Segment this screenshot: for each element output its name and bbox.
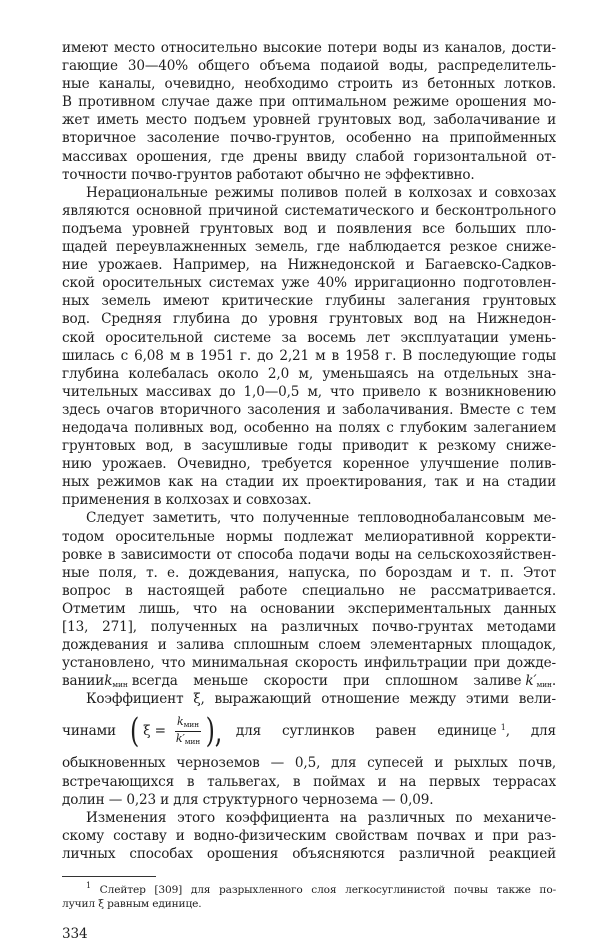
text-line: В противном случае даже при оптимальном режиме орошения мо- [62,94,556,111]
text-line: ные каналы, очевидно, необходимо строить из бетонных лотков. [62,76,556,93]
text-line: [13, 271], полученных на различных почво-грунтах методами [62,619,556,635]
text-line: личных способах орошения объясняются различной реакцией [62,845,556,862]
text-line: установлено, что минимальная скорость инфильтрации при дожде- [62,655,556,672]
text-fragment: всегда меньше скорости при сплошном заливе [131,673,522,690]
fraction [174,715,202,748]
text-fragment: чинами [62,723,116,740]
footnote-line: $^1$ Слейтер [309] для разрыхленного слоя легкосуглинистой почвы также по- [86,881,556,897]
text-line: дождевания и залива сплошным слоем элементарных площадок, [62,637,556,654]
text-line: ные поля, т. е. дождевания, напуска, по бороздам и т. п. Этот [62,564,556,581]
text-line: являются основной причиной систематического и бесконтрольного [62,202,556,219]
text-fragment: для суглинков равен единице $^1$, для [235,723,556,740]
text-line: грунтовых вод, в засушливые годы приводит к резкому сниже- [62,438,556,455]
text-line: точности почво-грунтов работают обычно не эффективно. [62,166,475,183]
paragraph-5 [62,809,556,863]
text-line: недодача поливных вод, особенно на полях с глубоким залеганием [62,419,556,436]
paragraph-4 [62,690,556,808]
text-line: встречающихся в тальвегах, в поймах и на первых террасах [62,773,556,790]
text-line: Коэффициент ξ, выражающий отношение между этими вели- [86,691,556,708]
paragraph-2 [62,184,556,510]
text-fragment: вании [62,673,105,690]
text-line: ской оросительных системах уже 40% ирригационно подготовлен- [62,275,556,292]
text-line: гающие 30—40% общего объема подаиой воды, распределитель- [62,58,556,75]
text-line: скому составу и водно-физическим свойствам почвах и при раз- [62,827,556,844]
close-paren: ), [205,711,223,752]
footnote-ref[interactable]: 1 [500,723,506,733]
text-line: долин — 0,23 и для структурного чернозема — 0,09. [62,791,434,808]
text-line: здесь очагов вторичного засоления и заболачивания. Вместе с тем [62,401,556,418]
numerator: $k_{мин}$ [175,715,201,732]
math-k-min-prime: $k'_{мин}$. [525,673,556,690]
text-line: подъема уровней грунтовых вод и появления все больших пло- [62,220,556,237]
text-line: обыкновенных черноземов — 0,5, для супесей и рыхлых почв, [62,755,556,772]
text-line: Следует заметить, что полученные тепловоднобалансовым ме- [86,510,556,527]
text-line: вопрос в настоящей работе специально не рассматривается. [62,582,556,599]
text-line: шилась с 6,08 м в 1951 г. до 2,21 м в 1958 г. В последующие годы [62,347,556,364]
text-line: ние урожаев. Например, на Нижнедонской и Багаевско-Садков- [62,257,556,274]
text-line: щадей переувлажненных земель, где наблюдается резкое сниже- [62,239,556,256]
text-line: чительных массивах до 1,0—0,5 м, что привело к возникновению [62,383,556,400]
text-line: ных земель имеют критические глубины залегания грунтовых [62,293,556,310]
text-line: ской оросительной системе за восемь лет эксплуатации умень- [62,329,556,346]
footnote-divider [62,876,156,877]
xi-symbol: ξ = [143,723,166,740]
text-line: тодом оросительные нормы подлежат мелиоративной корректи- [62,528,556,545]
text-line: массивах орошения, где дрены ввиду слабой горизонтальной от- [62,148,556,165]
formula-line [62,708,556,754]
text-line-with-math [62,672,556,690]
text-line: Изменения этого коэффициента на различных по механиче- [86,809,556,826]
open-paren: ( [129,711,140,752]
text-line: глубина колебалась около 2,0 м, уменьшаясь на отдельных зна- [62,365,556,382]
footnote [62,883,556,911]
text-line: Нерациональные режимы поливов полей в колхозах и совхозах [86,184,556,201]
text-line: жет иметь место подъем уровней грунтовых вод, заболачивание и [62,112,556,129]
math-k-min: $k_{мин}$ [104,673,128,690]
text-line: нию урожаев. Очевидно, требуется коренное улучшение полив- [62,456,556,473]
text-line: ровке в зависимости от способа подачи воды на сельскохозяйствен- [62,546,556,563]
text-line: ных режимов как на стадии их проектирования, так и на стадии [62,474,556,491]
document-page [62,39,556,943]
text-line: Отметим лишь, что на основании экспериментальных данных [62,600,556,617]
text-line: вторичное засоление почво-грунтов, особенно на припойменных [62,130,556,147]
page-number: 334 [62,926,88,943]
text-line: вод. Средняя глубина до уровня грунтовых вод на Нижнедон- [62,311,556,328]
text-line: применения в колхозах и совхозах. [62,492,312,509]
xi-formula [128,711,226,752]
paragraph-3 [62,509,556,690]
footnote-line: лучил ξ равным единице. [62,898,202,911]
footnote-mark: 1 [86,881,91,891]
text-line: имеют место относительно высокие потери воды из каналов, дости- [62,40,556,56]
paragraph-1 [62,39,556,184]
denominator: $k'_{мин}$ [175,731,201,746]
